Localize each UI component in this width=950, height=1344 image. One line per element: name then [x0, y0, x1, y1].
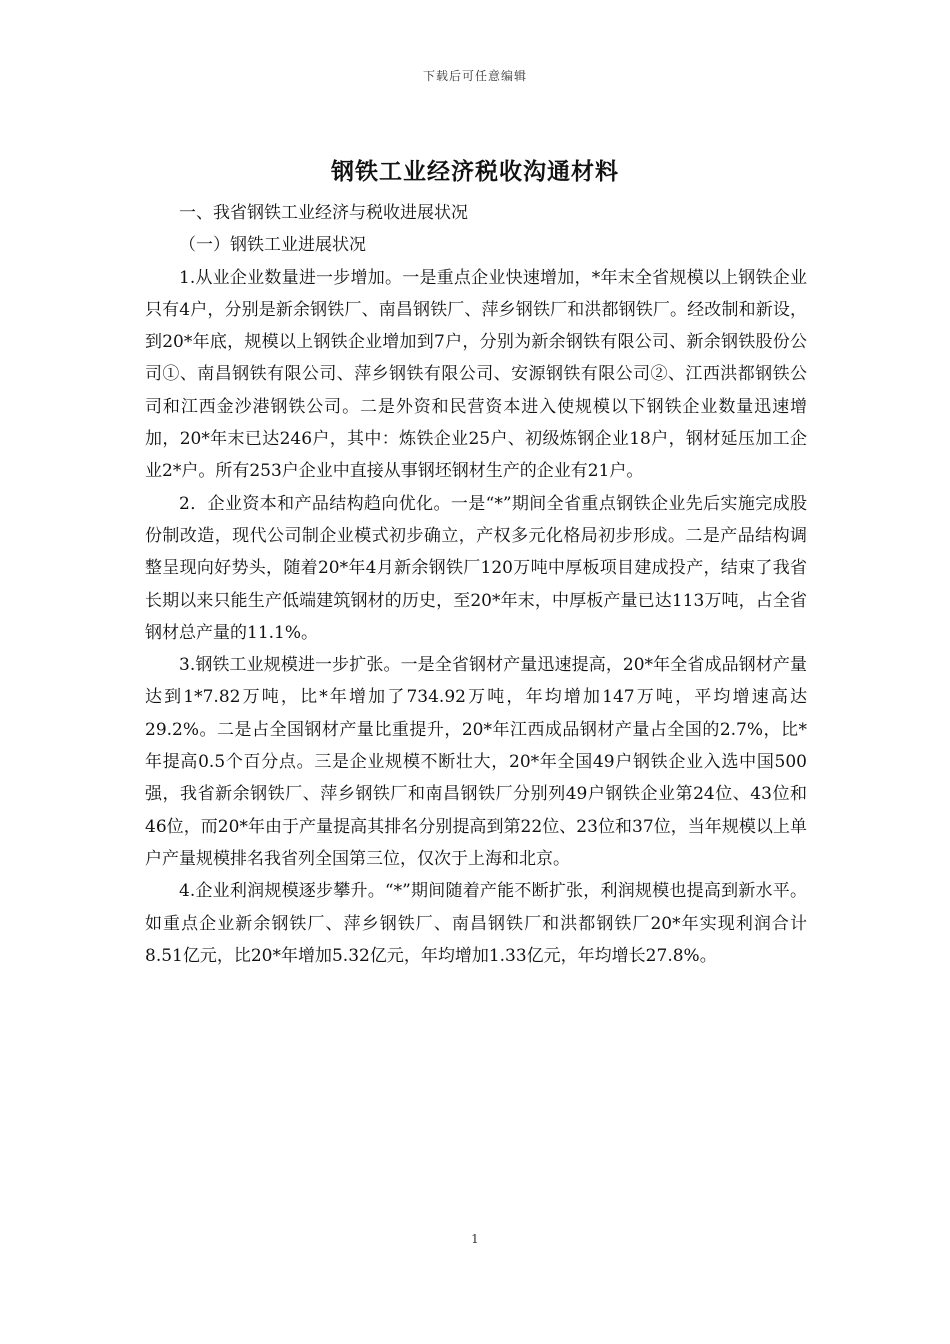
paragraph-4: 4.企业利润规模逐步攀升。“*”期间随着产能不断扩张，利润规模也提高到新水平。如重点企业新余钢铁厂、萍乡钢铁厂、南昌钢铁厂和洪都钢铁厂20*年实现利润合计8.51亿元，比20*年增加5.32亿元，年均增加1.33亿元，年均增长27.8%。 — [145, 881, 807, 966]
paragraph-3: 3.钢铁工业规模进一步扩张。一是全省钢材产量迅速提高，20*年全省成品钢材产量达到1*7.82万吨，比*年增加了734.92万吨，年均增加147万吨，平均增速高达29.2%。二是占全国钢材产量比重提升，20*年江西成品钢材产量占全国的2.7%，比*年提高0.5个百分点。三是企业规模不断壮大，20*年全国49户钢铁企业入选中国500强，我省新余钢铁厂、萍乡钢铁厂和南昌钢铁厂分别列49户钢铁企业第24位、43位和46位，而20*年由于产量提高其排名分别提高到第22位、23位和37位，当年规模以上单户产量规模排名我省列全国第三位，仅次于上海和北京。 — [145, 655, 807, 869]
subsection-heading: （一）钢铁工业进展状况 — [179, 235, 366, 256]
page-number: 1 — [471, 1232, 479, 1246]
document-body — [145, 197, 807, 972]
paragraph-2: 2．企业资本和产品结构趋向优化。一是“*”期间全省重点钢铁企业先后实施完成股份制改造，现代公司制企业模式初步确立，产权多元化格局初步形成。二是产品结构调整呈现向好势头，随着20*年4月新余钢铁厂120万吨中厚板项目建成投产，结束了我省长期以来只能生产低端建筑钢材的历史，至20*年末，中厚板产量已达113万吨，占全省钢材总产量的11.1%。 — [145, 493, 807, 643]
page-header: 下载后可任意编辑 — [422, 69, 527, 83]
document-title: 钢铁工业经济税收沟通材料 — [331, 159, 619, 185]
paragraph-1: 1.从业企业数量进一步增加。一是重点企业快速增加，*年末全省规模以上钢铁企业只有4户，分别是新余钢铁厂、南昌钢铁厂、萍乡钢铁厂和洪都钢铁厂。经改制和新设，到20*年底，规模以上钢铁企业增加到7户，分别为新余钢铁有限公司、新余钢铁股份公司①、南昌钢铁有限公司、萍乡钢铁有限公司、安源钢铁有限公司②、江西洪都钢铁公司和江西金沙港钢铁公司。二是外资和民营资本进入使规模以下钢铁企业数量迅速增加，20*年末已达246户，其中：炼铁企业25户、初级炼钢企业18户，钢材延压加工企业2*户。所有253户企业中直接从事钢坯钢材生产的企业有21户。 — [145, 267, 807, 482]
section-heading: 一、我省钢铁工业经济与税收进展状况 — [179, 203, 468, 223]
